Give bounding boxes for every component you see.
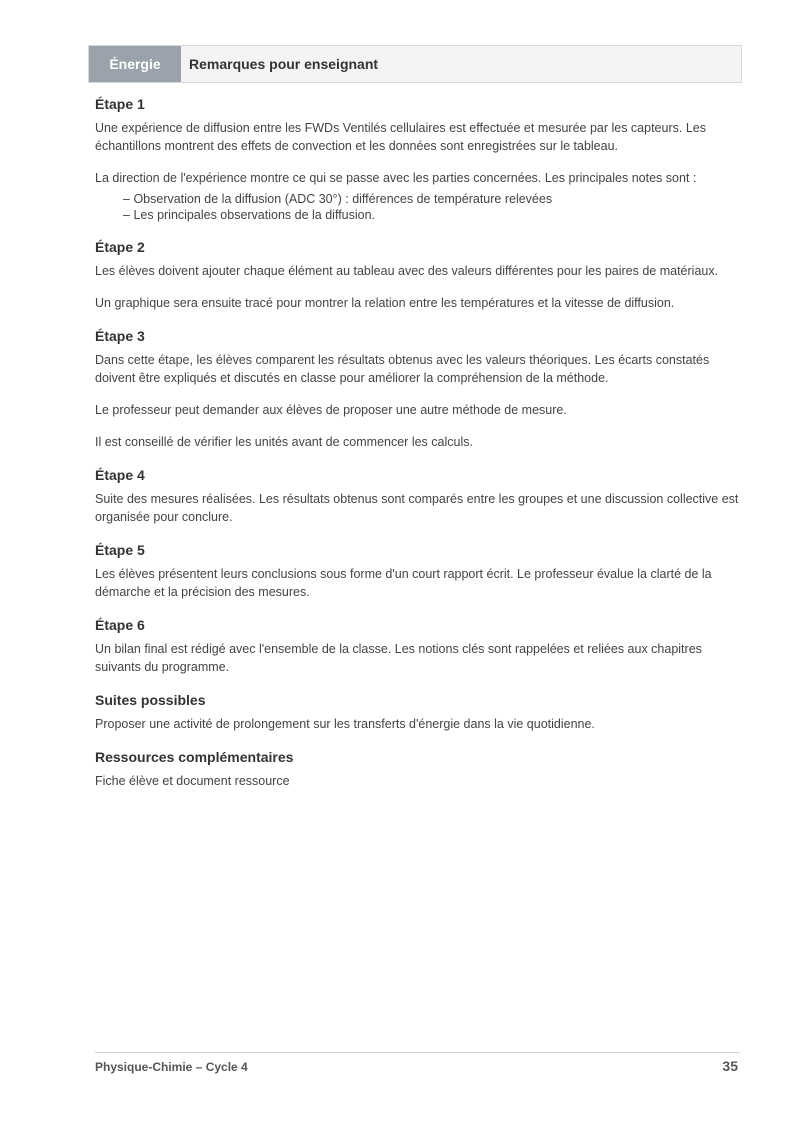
section-heading: Étape 3 xyxy=(95,328,145,344)
section-4 xyxy=(95,467,740,526)
paragraph: Un graphique sera ensuite tracé pour montrer la relation entre les températures et la vitesse de diffusion. xyxy=(95,296,675,310)
paragraph: Une expérience de diffusion entre les FWDs Ventilés cellulaires est effectuée et mesurée par les capteurs. Les échantillons montrent des effets de convection et les données sont enregistrées sur le tableau. xyxy=(95,121,706,153)
paragraph: Les élèves présentent leurs conclusions sous forme d'un court rapport écrit. Le professeur évalue la clarté de la démarche et la précision des mesures. xyxy=(95,567,712,599)
section-heading: Suites possibles xyxy=(95,692,206,708)
section-heading: Étape 5 xyxy=(95,542,145,558)
section-suites xyxy=(95,692,740,733)
subject-badge: Énergie xyxy=(89,46,181,82)
section-3 xyxy=(95,328,740,451)
section-heading: Étape 2 xyxy=(95,239,145,255)
section-heading: Étape 4 xyxy=(95,467,145,483)
page-number: 35 xyxy=(722,1058,738,1074)
section-heading: Étape 6 xyxy=(95,617,145,633)
paragraph: Les élèves doivent ajouter chaque élément au tableau avec des valeurs différentes pour les paires de matériaux. xyxy=(95,264,719,278)
page-title: Remarques pour enseignant xyxy=(189,56,379,72)
paragraph: Un bilan final est rédigé avec l'ensemble de la classe. Les notions clés sont rappelées et reliées aux chapitres suivants du programme. xyxy=(95,642,702,674)
section-6 xyxy=(95,617,740,676)
section-5 xyxy=(95,542,740,601)
paragraph: Suite des mesures réalisées. Les résultats obtenus sont comparés entre les groupes et une discussion collective est organisée pour conclure. xyxy=(95,492,739,524)
paragraph: Dans cette étape, les élèves comparent les résultats obtenus avec les valeurs théoriques. Les écarts constatés doivent être expliqués et discutés en classe pour améliorer la compréhension de la méthode. xyxy=(95,353,710,385)
paragraph: Il est conseillé de vérifier les unités avant de commencer les calculs. xyxy=(95,435,473,449)
bullet-list xyxy=(95,191,740,223)
list-item: – Observation de la diffusion (ADC 30°) : différences de température relevées xyxy=(123,191,740,207)
footer-label: Physique-Chimie – Cycle 4 xyxy=(95,1060,248,1074)
section-1 xyxy=(95,96,740,223)
list-item: – Les principales observations de la diffusion. xyxy=(123,207,740,223)
section-heading: Étape 1 xyxy=(95,96,145,112)
header-bar xyxy=(88,45,742,83)
paragraph: Proposer une activité de prolongement sur les transferts d'énergie dans la vie quotidienne. xyxy=(95,717,595,731)
footer-divider xyxy=(95,1052,740,1053)
section-2 xyxy=(95,239,740,312)
paragraph: La direction de l'expérience montre ce qui se passe avec les parties concernées. Les principales notes sont : xyxy=(95,171,697,185)
section-resources xyxy=(95,749,740,790)
document-body xyxy=(95,96,740,806)
section-heading: Ressources complémentaires xyxy=(95,749,294,765)
paragraph: Fiche élève et document ressource xyxy=(95,774,290,788)
paragraph: Le professeur peut demander aux élèves de proposer une autre méthode de mesure. xyxy=(95,403,567,417)
